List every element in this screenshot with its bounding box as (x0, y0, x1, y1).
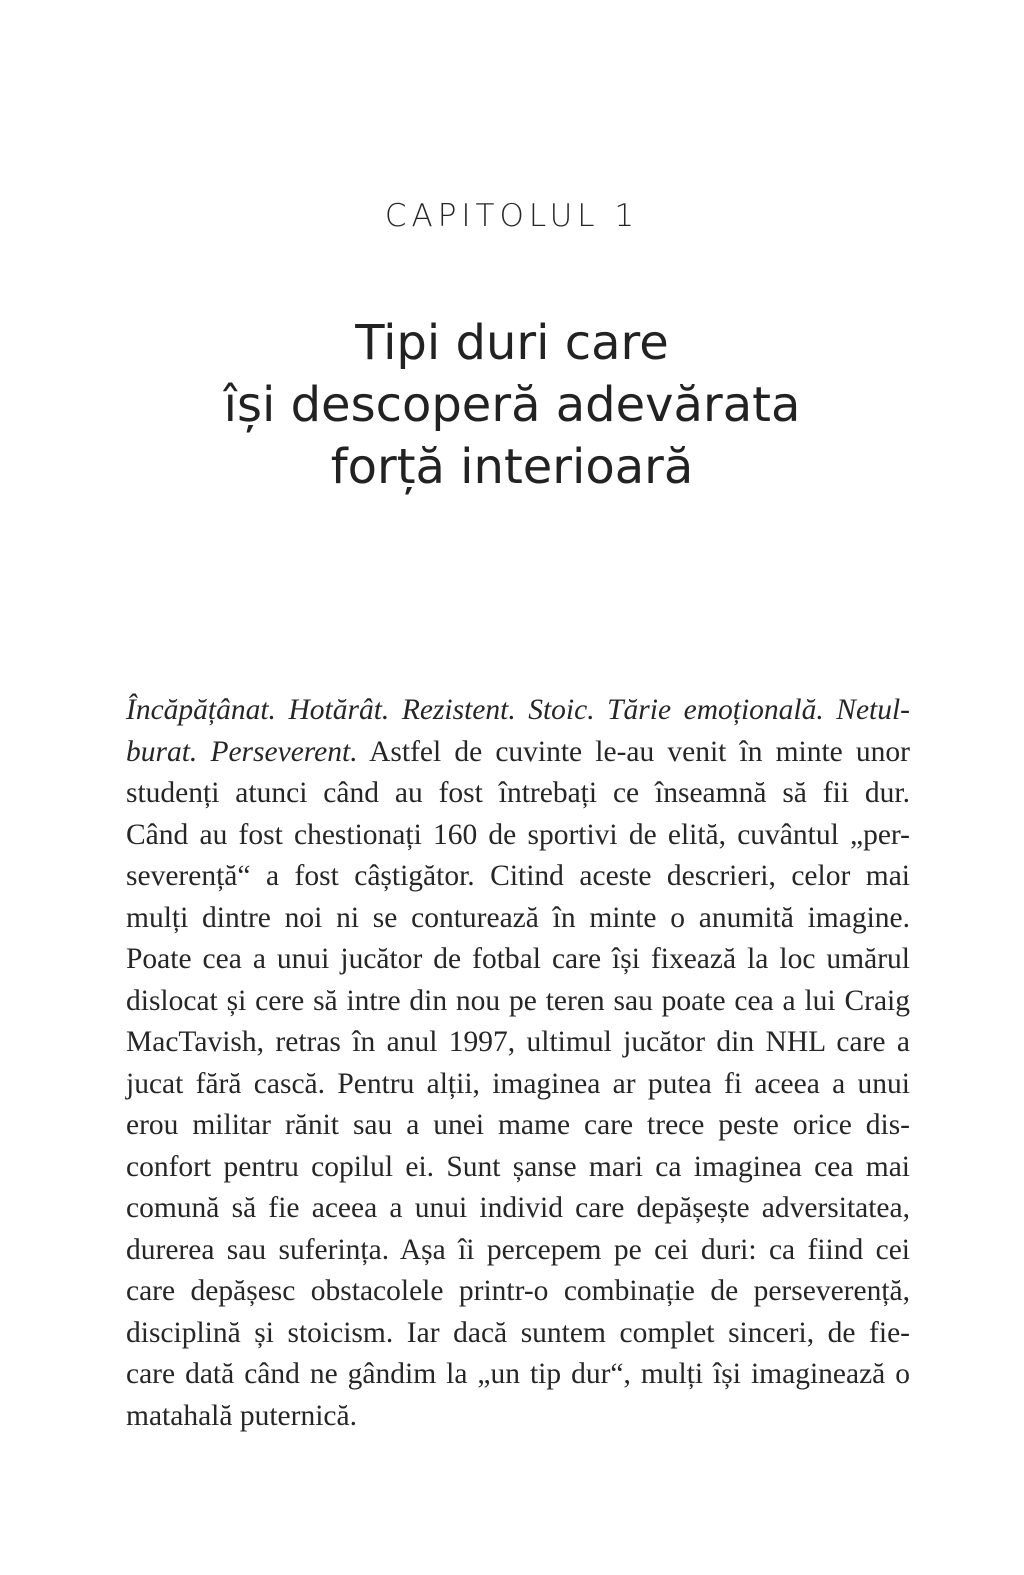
paragraph-line (126, 732, 910, 774)
italic-lead-line-1: Încăpățânat. Hotărât. Rezistent. Stoic. Tărie emoțională. Netul- (126, 694, 910, 726)
paragraph-line (126, 690, 910, 732)
chapter-title (0, 312, 1024, 498)
paragraph-line: dislocat și cere să intre din nou pe teren sau poate cea a lui Craig (126, 984, 910, 1017)
paragraph-line: comună să fie aceea a unui individ care depășește adversitatea, (126, 1192, 910, 1224)
paragraph-line: Când au fost chestionați 160 de sportivi de elită, cuvântul „per- (126, 818, 910, 851)
paragraph-line-last: matahală puternică. (126, 1399, 357, 1432)
paragraph-line: MacTavish, retras în anul 1997, ultimul jucător din NHL care a (126, 1026, 910, 1058)
paragraph-line: severență“ a fost câștigător. Citind aceste descrieri, celor mai (126, 860, 910, 892)
paragraph-line: care depășesc obstacolele printr-o combinație de perseverență, (126, 1275, 910, 1307)
chapter-title-line-2: își descoperă adevărata (223, 377, 801, 433)
paragraph-line: jucat fără cască. Pentru alții, imaginea ar putea fi aceea a unui (126, 1067, 910, 1100)
chapter-title-line-1: Tipi duri care (355, 315, 669, 371)
paragraph-line: studenți atunci când au fost întrebați ce înseamnă să fii dur. (126, 777, 910, 809)
paragraph-line: care dată când ne gândim la „un tip dur“, mulți își imaginează o (126, 1358, 910, 1390)
body-paragraph (126, 690, 910, 1437)
paragraph-line: mulți dintre noi ni se conturează în minte o anumită imagine. (126, 901, 910, 934)
paragraph-line: disciplină și stoicism. Iar dacă suntem complet sinceri, de fie- (126, 1316, 910, 1349)
paragraph-line: Poate cea a unui jucător de fotbal care își fixează la loc umărul (126, 943, 910, 975)
chapter-title-line-3: forță interioară (330, 439, 694, 495)
paragraph-line: durerea sau suferința. Așa îi percepem pe cei duri: ca fiind cei (126, 1233, 910, 1266)
chapter-label: CAPITOLUL 1 (384, 198, 640, 234)
paragraph-line: confort pentru copilul ei. Sunt șanse mari ca imaginea cea mai (126, 1150, 910, 1183)
paragraph-line: erou militar rănit sau a unei mame care trece peste orice dis- (126, 1109, 910, 1141)
line-2-rest: Astfel de cuvinte le-au venit în minte unor (357, 735, 910, 768)
italic-lead-line-2: burat. Perseverent. (126, 735, 358, 768)
